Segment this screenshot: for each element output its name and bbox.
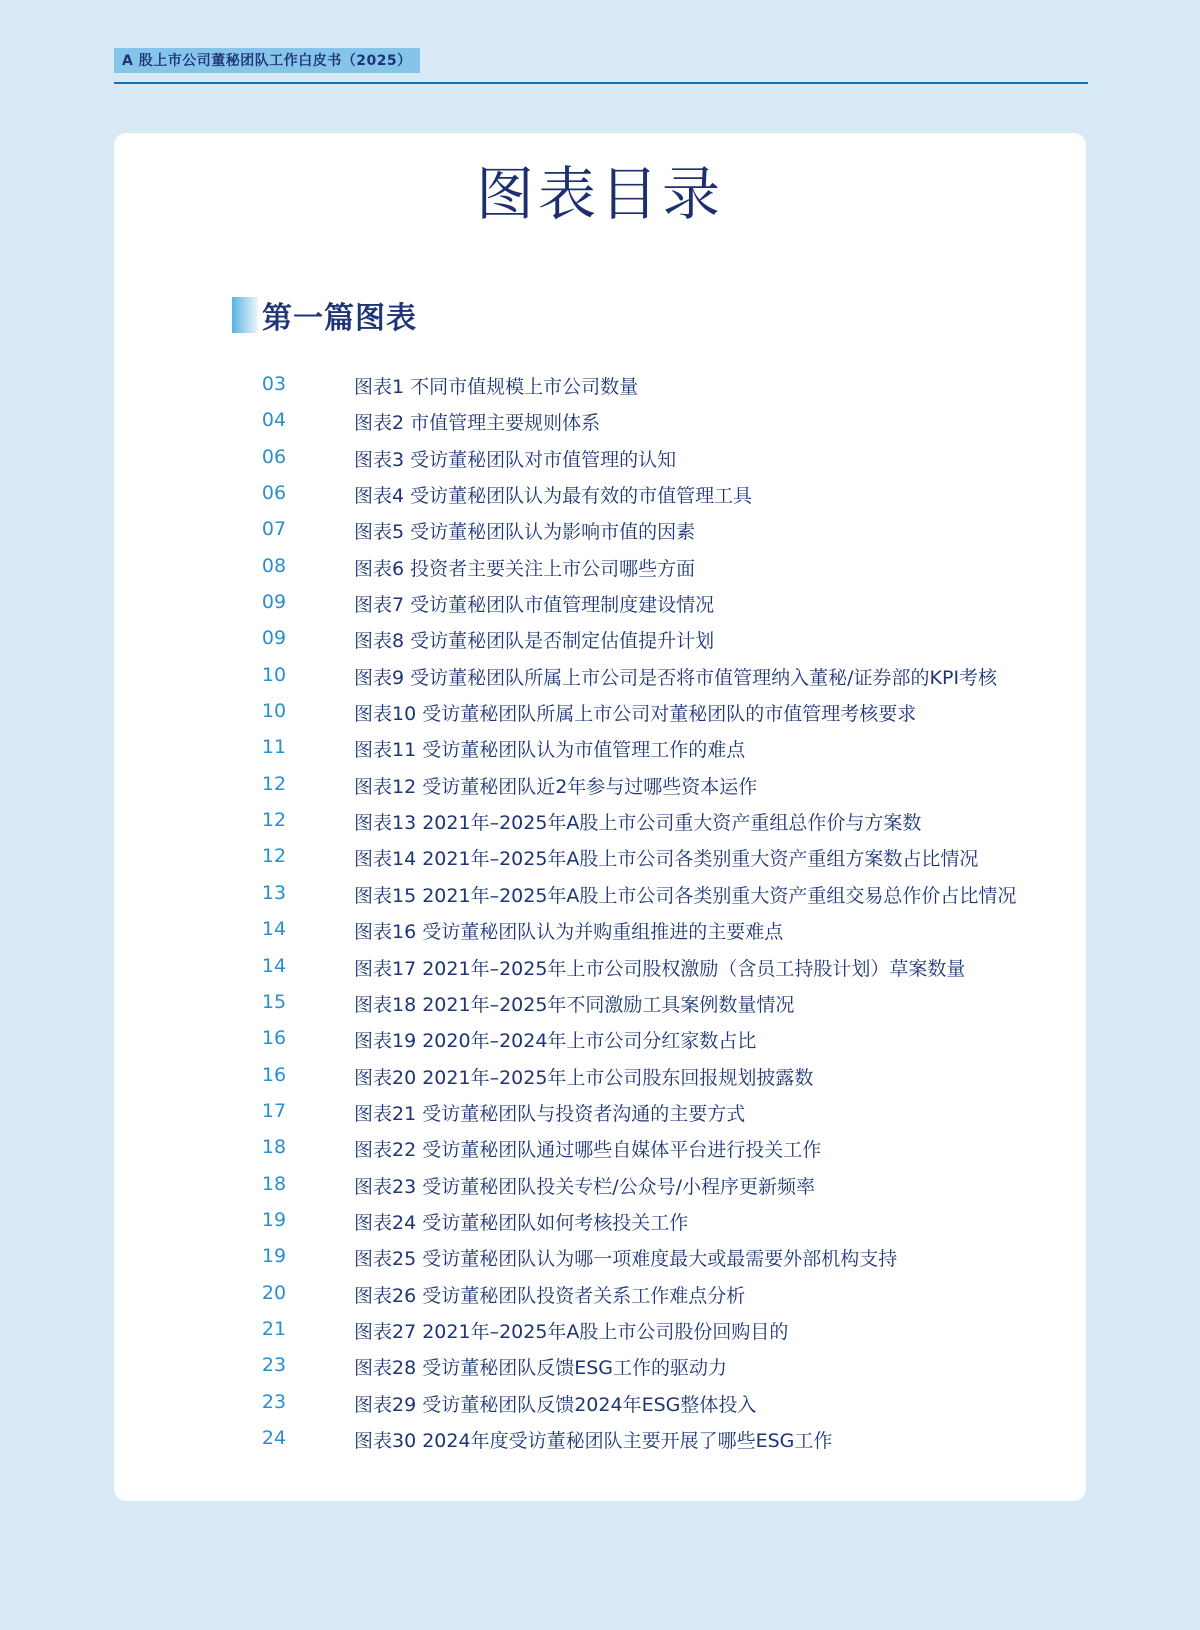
toc-entry-label: 图表12 受访董秘团队近2年参与过哪些资本运作 — [354, 775, 758, 798]
toc-page-number: 19 — [261, 1245, 287, 1268]
toc-entry[interactable] — [114, 1346, 1086, 1382]
toc-entry[interactable] — [114, 983, 1086, 1019]
toc-entry-label: 图表1 不同市值规模上市公司数量 — [354, 376, 639, 398]
toc-entry-label: 图表11 受访董秘团队认为市值管理工作的难点 — [354, 739, 746, 762]
toc-page-number: 14 — [261, 954, 287, 977]
running-header — [114, 48, 1088, 73]
toc-page-number: 04 — [261, 409, 287, 432]
toc-page-number: 06 — [261, 482, 287, 505]
toc-entry-label: 图表9 受访董秘团队所属上市公司是否将市值管理纳入董秘/证券部的KPI考核 — [354, 666, 998, 689]
toc-page-number: 15 — [261, 990, 287, 1013]
toc-entry-label: 图表30 2024年度受访董秘团队主要开展了哪些ESG工作 — [354, 1429, 833, 1452]
toc-entry[interactable] — [114, 1128, 1086, 1164]
toc-entry[interactable] — [114, 1383, 1086, 1419]
toc-entry[interactable] — [114, 728, 1086, 764]
toc-entry-label: 图表23 受访董秘团队投关专栏/公众号/小程序更新频率 — [354, 1175, 816, 1198]
toc-entry[interactable] — [114, 1310, 1086, 1346]
toc-entry[interactable] — [114, 365, 1086, 401]
toc-page-number: 24 — [261, 1426, 287, 1449]
toc-entry-label: 图表20 2021年–2025年上市公司股东回报规划披露数 — [354, 1066, 814, 1089]
toc-entry-label: 图表29 受访董秘团队反馈2024年ESG整体投入 — [354, 1393, 757, 1416]
toc-entry-label: 图表2 市值管理主要规则体系 — [354, 412, 601, 435]
toc-entry-label: 图表16 受访董秘团队认为并购重组推进的主要难点 — [354, 921, 784, 944]
toc-entry[interactable] — [114, 837, 1086, 873]
toc-entry[interactable] — [114, 1201, 1086, 1237]
header-rule — [114, 82, 1088, 84]
toc-entry-label: 图表15 2021年–2025年A股上市公司各类别重大资产重组交易总作价占比情况 — [354, 884, 1017, 907]
header-title: A 股上市公司董秘团队工作白皮书（2025） — [114, 48, 420, 73]
toc-page-number: 03 — [261, 373, 287, 395]
toc-page-number: 23 — [261, 1354, 287, 1377]
toc-entry-label: 图表27 2021年–2025年A股上市公司股份回购目的 — [354, 1320, 789, 1343]
toc-entry-label: 图表28 受访董秘团队反馈ESG工作的驱动力 — [354, 1357, 728, 1380]
section-heading — [232, 297, 417, 336]
toc-page-number: 06 — [261, 445, 287, 468]
content-card — [114, 133, 1086, 1501]
toc-entry[interactable] — [114, 692, 1086, 728]
toc-entry[interactable] — [114, 1237, 1086, 1273]
toc-entry-label: 图表24 受访董秘团队如何考核投关工作 — [354, 1211, 689, 1234]
toc-entry-label: 图表10 受访董秘团队所属上市公司对董秘团队的市值管理考核要求 — [354, 703, 917, 726]
section-title: 第一篇图表 — [262, 301, 417, 336]
toc-entry-label: 图表21 受访董秘团队与投资者沟通的主要方式 — [354, 1102, 746, 1125]
toc-entry-label: 图表7 受访董秘团队市值管理制度建设情况 — [354, 594, 715, 617]
toc-page-number: 11 — [261, 736, 287, 759]
toc-page-number: 13 — [261, 881, 287, 904]
toc-list — [114, 365, 1086, 1455]
toc-entry-label: 图表5 受访董秘团队认为影响市值的因素 — [354, 521, 696, 544]
toc-entry[interactable] — [114, 1019, 1086, 1055]
toc-entry-label: 图表25 受访董秘团队认为哪一项难度最大或最需要外部机构支持 — [354, 1248, 898, 1271]
toc-entry-label: 图表19 2020年–2024年上市公司分红家数占比 — [354, 1030, 757, 1053]
toc-entry[interactable] — [114, 1092, 1086, 1128]
toc-entry[interactable] — [114, 474, 1086, 510]
toc-entry[interactable] — [114, 1056, 1086, 1092]
toc-page-number: 21 — [261, 1317, 287, 1340]
toc-entry[interactable] — [114, 619, 1086, 655]
toc-entry-label: 图表14 2021年–2025年A股上市公司各类别重大资产重组方案数占比情况 — [354, 848, 979, 871]
toc-page-number: 08 — [261, 554, 287, 577]
toc-page-number: 12 — [261, 772, 287, 795]
toc-entry-label: 图表22 受访董秘团队通过哪些自媒体平台进行投关工作 — [354, 1139, 822, 1162]
toc-entry[interactable] — [114, 583, 1086, 619]
toc-entry-label: 图表13 2021年–2025年A股上市公司重大资产重组总作价与方案数 — [354, 812, 922, 835]
toc-entry-label: 图表18 2021年–2025年不同激励工具案例数量情况 — [354, 993, 795, 1016]
toc-page-number: 12 — [261, 845, 287, 868]
toc-page-number: 09 — [261, 591, 287, 614]
toc-page-number: 09 — [261, 627, 287, 650]
toc-page-number: 16 — [261, 1027, 287, 1050]
toc-entry-label: 图表3 受访董秘团队对市值管理的认知 — [354, 448, 677, 471]
toc-page-number: 16 — [261, 1063, 287, 1086]
toc-page-number: 19 — [261, 1208, 287, 1231]
toc-entry[interactable] — [114, 765, 1086, 801]
toc-entry[interactable] — [114, 1419, 1086, 1455]
toc-entry[interactable] — [114, 401, 1086, 437]
toc-page-number: 18 — [261, 1172, 287, 1195]
toc-entry-label: 图表6 投资者主要关注上市公司哪些方面 — [354, 557, 696, 580]
toc-page-number: 20 — [261, 1281, 287, 1304]
toc-entry[interactable] — [114, 438, 1086, 474]
toc-page-number: 07 — [261, 518, 287, 541]
toc-entry[interactable] — [114, 547, 1086, 583]
toc-entry[interactable] — [114, 874, 1086, 910]
toc-entry-label: 图表4 受访董秘团队认为最有效的市值管理工具 — [354, 485, 753, 508]
toc-page-number: 12 — [261, 809, 287, 832]
toc-page-number: 10 — [261, 700, 287, 723]
toc-page-number: 23 — [261, 1390, 287, 1413]
section-accent-bar — [232, 297, 258, 333]
toc-entry[interactable] — [114, 947, 1086, 983]
toc-page-number: 10 — [261, 663, 287, 686]
toc-entry[interactable] — [114, 510, 1086, 546]
toc-entry[interactable] — [114, 1165, 1086, 1201]
toc-entry[interactable] — [114, 656, 1086, 692]
toc-entry[interactable] — [114, 801, 1086, 837]
toc-entry-label: 图表8 受访董秘团队是否制定估值提升计划 — [354, 630, 715, 653]
toc-entry-label: 图表17 2021年–2025年上市公司股权激励（含员工持股计划）草案数量 — [354, 957, 966, 980]
page-title: 图表目录 — [475, 160, 724, 228]
toc-entry-label: 图表26 受访董秘团队投资者关系工作难点分析 — [354, 1284, 746, 1307]
toc-page-number: 17 — [261, 1099, 287, 1122]
toc-entry[interactable] — [114, 1274, 1086, 1310]
toc-page-number: 18 — [261, 1136, 287, 1159]
toc-page-number: 14 — [261, 918, 287, 941]
toc-entry[interactable] — [114, 910, 1086, 946]
